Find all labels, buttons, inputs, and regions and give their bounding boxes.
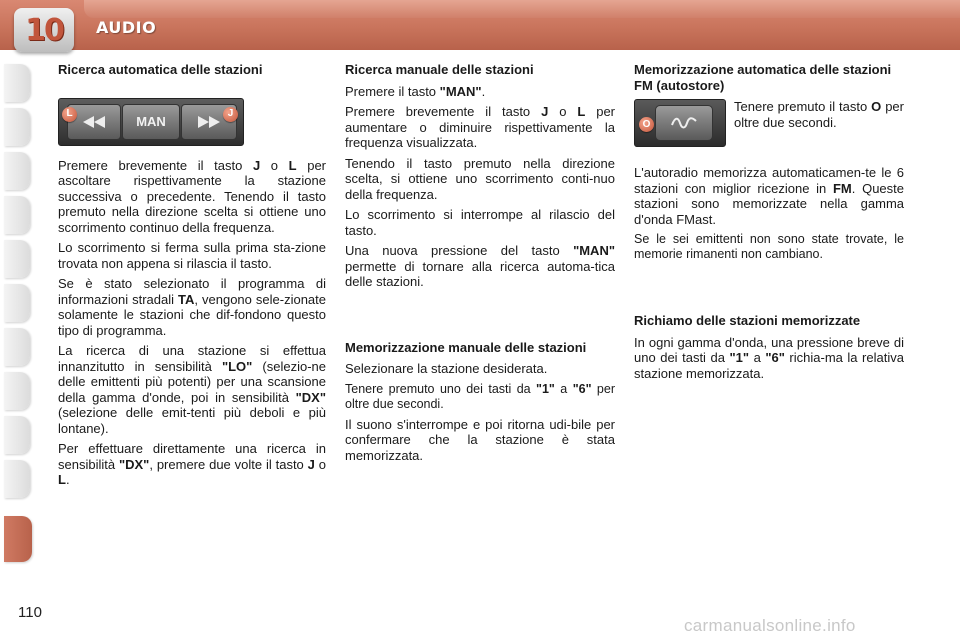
- paragraph: Una nuova pressione del tasto "MAN" permette di tornare alla ricerca automa-tica delle stazioni.: [345, 243, 615, 289]
- paragraph: Premere brevemente il tasto J o L per ascoltare rispettivamente la stazione successiva o precedente. Tenendo il tasto premuto nella direzione scelta si ottiene uno scorrimento continuo della frequenza.: [58, 157, 326, 235]
- chapter-tab[interactable]: [4, 284, 30, 322]
- paragraph: Lo scorrimento si ferma sulla prima sta-zione trovata non appena si rilascia il tasto.: [58, 240, 326, 271]
- chapter-tab[interactable]: [4, 152, 30, 190]
- section-heading-autostore: Memorizzazione automatica delle stazioni FM (autostore): [634, 62, 892, 93]
- autostore-o-button[interactable]: [655, 105, 713, 141]
- seek-back-icon: [83, 116, 105, 128]
- paragraph: Selezionare la stazione desiderata.: [345, 361, 548, 376]
- man-button[interactable]: MAN: [122, 104, 180, 140]
- chapter-tab[interactable]: [4, 372, 30, 410]
- column-manual-search: [345, 62, 615, 468]
- column-autostore: [634, 62, 904, 386]
- chapter-tab[interactable]: [4, 416, 30, 454]
- page-title: AUDIO: [96, 18, 157, 37]
- paragraph: L'autoradio memorizza automaticamen-te le 6 stazioni con miglior ricezione in FM. Queste stazioni sono memorizzate nella gamma d'onda FMast.: [634, 165, 904, 227]
- paragraph: Se è stato selezionato il programma di informazioni stradali TA, vengono sele-zionate solamente le stazioni che dif-fondono questo tipo di programma.: [58, 276, 326, 338]
- section-heading-recall: Richiamo delle stazioni memorizzate: [634, 313, 861, 328]
- section-heading-manual-memory: Memorizzazione manuale delle stazioni: [345, 339, 587, 355]
- page-number: 110: [18, 604, 42, 621]
- paragraph: Il suono s'interrompe e poi ritorna udi-bile per confermare che la stazione è stata memorizzata.: [345, 416, 615, 463]
- chapter-tab[interactable]: [4, 240, 30, 278]
- chapter-number: 10: [25, 12, 63, 48]
- column-auto-search: [58, 62, 326, 493]
- chapter-tab[interactable]: [4, 460, 30, 498]
- chapter-tab[interactable]: [4, 196, 30, 234]
- section-heading-manual-search: Ricerca manuale delle stazioni: [345, 62, 534, 77]
- j-key-badge: J: [223, 107, 238, 122]
- chapter-tab[interactable]: [4, 108, 30, 146]
- chapter-tab-active[interactable]: [4, 516, 32, 562]
- paragraph: Per effettuare direttamente una ricerca in sensibilità "DX", premere due volte il tasto J o L.: [58, 441, 326, 487]
- section-heading-auto-search: Ricerca automatica delle stazioni: [58, 62, 263, 77]
- paragraph: Se le sei emittenti non sono state trovate, le memorie rimanenti non cambiano.: [634, 232, 904, 261]
- chapter-tab[interactable]: [4, 328, 30, 366]
- paragraph: Lo scorrimento si interrompe al rilascio del tasto.: [345, 207, 615, 238]
- chapter-tab-rail: [0, 64, 34, 574]
- paragraph: La ricerca di una stazione si effettua innanzitutto in sensibilità "LO" (selezio-ne delle emittenti più potenti) per una scansione della gamma d'onde, poi in sensibilità "DX" (selezione delle emit-tenti più deboli e più lontane).: [58, 343, 326, 436]
- o-key-badge: O: [639, 117, 654, 132]
- watermark: carmanualsonline.info: [684, 616, 856, 635]
- header-fold: [84, 0, 960, 18]
- autostore-button-panel: [634, 99, 726, 147]
- paragraph: Premere brevemente il tasto J o L per aumentare o diminuire rispettivamente la frequenza visualizzata.: [345, 104, 616, 150]
- chapter-tab[interactable]: [4, 64, 30, 102]
- chapter-number-badge: [14, 8, 74, 52]
- l-key-badge: L: [62, 107, 77, 122]
- paragraph: Premere il tasto "MAN".: [345, 83, 486, 99]
- paragraph: Tenere premuto il tasto O per oltre due secondi.: [734, 99, 904, 130]
- paragraph: Tenendo il tasto premuto nella direzione scelta, si ottiene uno scorrimento conti-nuo della frequenza.: [345, 155, 615, 202]
- squiggle-wave-icon: [671, 116, 697, 130]
- seek-forward-icon: [198, 116, 220, 128]
- radio-button-panel: [58, 98, 244, 146]
- paragraph: Tenere premuto uno dei tasti da "1" a "6" per oltre due secondi.: [345, 381, 615, 411]
- paragraph: In ogni gamma d'onda, una pressione breve di uno dei tasti da "1" a "6" richia-ma la relativa stazione memorizzata.: [634, 334, 904, 381]
